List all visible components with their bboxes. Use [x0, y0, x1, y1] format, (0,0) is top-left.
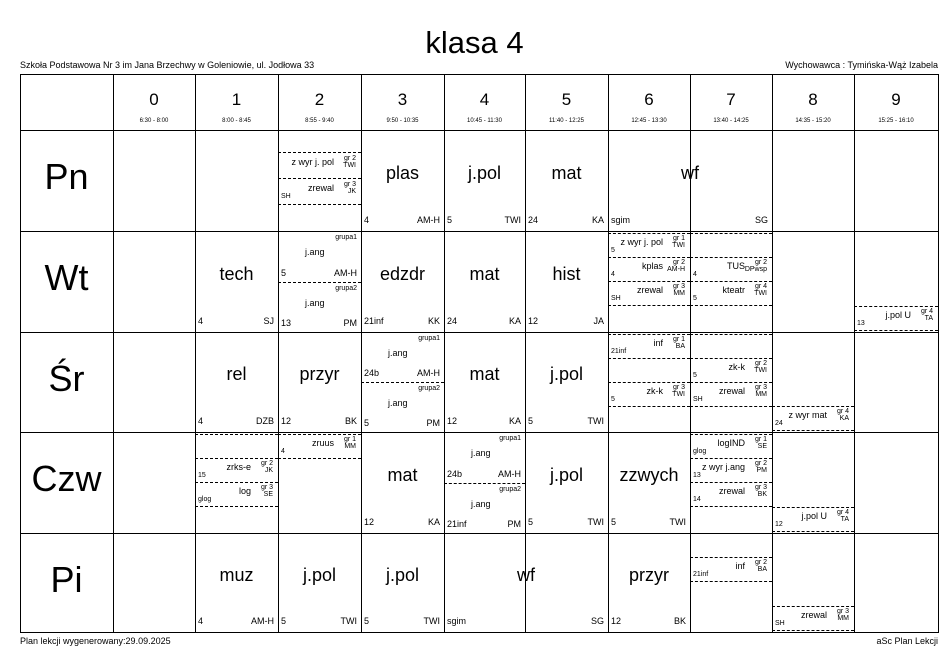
room-label: 4 — [693, 271, 697, 278]
room-label: 13 — [857, 320, 865, 327]
grid-line-vertical — [361, 74, 362, 633]
teacher-label: TWI — [672, 242, 685, 249]
subject-label: zruus — [311, 438, 334, 448]
part-divider — [690, 581, 772, 582]
subject-label: inf — [735, 561, 745, 571]
subject-label: zk-k — [728, 362, 745, 372]
group-label: gr 3 — [836, 608, 849, 615]
lesson-part — [609, 382, 689, 406]
lesson-subject: j.pol — [302, 564, 337, 585]
group-name: grupa1 — [418, 335, 440, 342]
grid-line-vertical — [854, 74, 855, 633]
lesson-room: 21inf — [447, 519, 467, 529]
lesson-teacher: TWI — [669, 517, 686, 527]
group-name: grupa2 — [418, 385, 440, 392]
subject-label: log — [238, 486, 251, 496]
subject-label: zk-k — [646, 386, 663, 396]
lesson-subject: j.ang — [305, 297, 325, 308]
group-label: gr 2 — [754, 360, 767, 367]
room-label: 4 — [281, 448, 285, 455]
subject-label: zrewal — [636, 285, 663, 295]
teacher-label: TWI — [754, 367, 767, 374]
lesson-teacher: AM-H — [498, 468, 521, 479]
part-divider — [195, 506, 278, 507]
grid-line-horizontal — [20, 432, 939, 433]
lesson-part — [691, 334, 771, 358]
lesson-teacher: BK — [344, 416, 357, 426]
grid-line-vertical — [525, 74, 526, 633]
room-label: SH — [611, 295, 621, 302]
period-number: 4 — [479, 90, 490, 109]
group-label: gr 3 — [754, 384, 767, 391]
lesson-subject: wf — [681, 162, 699, 183]
lesson-room: 5 — [528, 517, 534, 527]
subject-label: kplas — [641, 261, 663, 271]
teacher-label: TWI — [754, 290, 767, 297]
group-label: gr 2 — [343, 155, 356, 162]
day-label: Czw — [31, 458, 102, 499]
lesson-room: 12 — [364, 517, 375, 527]
lesson-subject: j.pol — [549, 464, 584, 485]
teacher-label: SE — [757, 443, 767, 450]
grid-line-vertical — [195, 74, 196, 633]
group-label: gr 1 — [754, 436, 767, 443]
lesson-room: 4 — [198, 316, 204, 326]
part-divider — [278, 204, 361, 205]
lesson-part — [773, 406, 853, 430]
subject-label: zrks-e — [226, 462, 251, 472]
group-name: grupa1 — [335, 234, 357, 241]
grid-line-vertical — [938, 74, 939, 633]
lesson-subject: hist — [552, 263, 581, 284]
subject-label: zrewal — [307, 183, 334, 193]
period-time: 13:40 - 14:25 — [713, 118, 749, 124]
room-label: 5 — [693, 295, 697, 302]
part-divider — [772, 531, 854, 532]
room-label: 24 — [775, 420, 783, 427]
grid-line-horizontal — [20, 533, 939, 534]
lesson-room: 5 — [364, 616, 370, 626]
grid-line-horizontal — [20, 632, 939, 633]
lesson-part — [691, 482, 771, 506]
lesson-subject: wf — [517, 564, 535, 585]
group-label: gr 2 — [754, 259, 767, 266]
subject-label: zrewal — [800, 610, 827, 620]
lesson-subject: edzdr — [379, 263, 426, 284]
lesson-subject: j.pol — [549, 364, 584, 384]
lesson-teacher: AM-H — [417, 368, 440, 378]
room-label: 12 — [775, 521, 783, 528]
lesson-room: 5 — [281, 267, 287, 278]
lesson-subject: j.pol — [385, 564, 420, 585]
subject-label: j.pol U — [801, 511, 827, 521]
period-time: 8:55 - 9:40 — [305, 118, 334, 124]
lesson-room: 13 — [281, 318, 292, 328]
room-label: 15 — [198, 472, 206, 479]
lesson-teacher: SG — [754, 215, 768, 225]
group-label: gr 1 — [672, 235, 685, 242]
lesson-teacher: KA — [508, 416, 521, 426]
lesson-room: sgim — [611, 215, 631, 225]
lesson-part — [609, 334, 689, 358]
lesson-part — [691, 557, 771, 581]
group-divider — [444, 483, 525, 484]
lesson-room: 5 — [447, 215, 453, 225]
lesson-subject: mat — [469, 263, 500, 284]
lesson-subject: j.ang — [471, 448, 491, 458]
subject-label: z wyr j.ang — [701, 462, 745, 472]
room-label: 21inf — [611, 348, 627, 355]
day-label: Pn — [44, 156, 89, 197]
lesson-subject: przyr — [299, 364, 340, 384]
lesson-teacher: AM-H — [251, 616, 274, 626]
lesson-part — [196, 482, 277, 506]
part-divider — [690, 305, 772, 306]
room-label: 14 — [693, 496, 701, 503]
subject-label: logIND — [717, 438, 745, 448]
group-label: gr 1 — [672, 336, 685, 343]
part-divider — [690, 506, 772, 507]
lesson-part — [279, 152, 360, 178]
group-label: gr 3 — [672, 283, 685, 290]
group-divider — [361, 382, 444, 383]
timetable-grid — [20, 74, 939, 633]
lesson-part — [609, 281, 689, 305]
lesson-room: 4 — [198, 616, 204, 626]
day-label: Śr — [48, 358, 85, 399]
part-divider — [772, 430, 854, 431]
room-label: 21inf — [693, 571, 709, 578]
lesson-part — [279, 434, 360, 458]
period-number: 6 — [644, 90, 654, 109]
group-label: gr 3 — [672, 384, 685, 391]
lesson-subject: mat — [387, 464, 418, 485]
group-name: grupa1 — [499, 435, 521, 442]
lesson-teacher: KA — [591, 215, 604, 225]
teacher-label: DPwsp — [744, 266, 767, 273]
page-title: klasa 4 — [425, 25, 524, 60]
lesson-teacher: TWI — [587, 517, 604, 527]
period-time: 10:45 - 11:30 — [467, 118, 502, 124]
teacher-label: TWI — [672, 391, 685, 398]
group-divider — [278, 282, 361, 283]
period-number: 8 — [808, 90, 818, 109]
teacher-label: JK — [264, 467, 273, 474]
lesson-teacher: KK — [427, 316, 440, 326]
class-tutor: Wychowawca : Tymińska-Wąż Izabela — [785, 60, 938, 70]
teacher-label: TWI — [343, 162, 356, 169]
generator-credit: aSc Plan Lekcji — [876, 636, 938, 646]
lesson-subject: j.ang — [388, 348, 408, 358]
lesson-subject: j.ang — [471, 498, 491, 509]
part-divider — [854, 330, 938, 331]
lesson-room: 4 — [198, 416, 204, 426]
lesson-room: 12 — [528, 316, 539, 326]
part-divider — [690, 406, 772, 407]
lesson-part — [691, 257, 771, 281]
subject-label: inf — [653, 338, 663, 348]
day-label: Pi — [50, 559, 83, 600]
subject-label: kteatr — [722, 285, 745, 295]
lesson-part — [609, 257, 689, 281]
lesson-subject: j.ang — [305, 247, 325, 257]
subject-label: j.pol U — [885, 310, 911, 320]
group-label: gr 4 — [920, 308, 933, 315]
lesson-room: 24 — [447, 316, 458, 326]
lesson-room: 5 — [528, 416, 534, 426]
teacher-label: AM-H — [667, 266, 685, 273]
lesson-teacher: SJ — [263, 316, 274, 326]
period-time: 6:30 - 8:00 — [139, 118, 169, 124]
lesson-part — [691, 458, 771, 482]
group-label: gr 2 — [260, 460, 273, 467]
lesson-room: 4 — [364, 215, 370, 225]
room-label: 4 — [611, 271, 615, 278]
lesson-teacher: DZB — [256, 416, 274, 426]
teacher-label: JK — [347, 188, 356, 195]
grid-line-horizontal — [20, 74, 939, 75]
teacher-label: BK — [757, 491, 767, 498]
room-label: SH — [281, 193, 291, 200]
period-time: 12:45 - 13:30 — [631, 118, 667, 124]
room-label: 5 — [693, 372, 697, 379]
period-number: 1 — [231, 90, 242, 109]
subject-label: z wyr j. pol — [291, 157, 334, 167]
lesson-room: 12 — [611, 616, 622, 626]
subject-label: z wyr mat — [788, 410, 827, 420]
room-label: SH — [775, 620, 785, 627]
teacher-label: KA — [839, 415, 849, 422]
subject-label: zrewal — [718, 486, 745, 496]
group-label: gr 3 — [260, 484, 273, 491]
lesson-teacher: TWI — [504, 215, 521, 225]
lesson-subject: j.pol — [467, 162, 502, 183]
lesson-room: 12 — [281, 416, 292, 426]
lesson-part — [773, 606, 853, 630]
lesson-part — [609, 233, 689, 257]
lesson-teacher: SG — [590, 616, 604, 626]
group-label: gr 1 — [343, 436, 356, 443]
period-time: 15:25 - 16:10 — [878, 118, 914, 124]
grid-line-vertical — [113, 74, 114, 633]
lesson-part — [691, 358, 771, 382]
period-number: 3 — [397, 90, 408, 109]
grid-line-horizontal — [20, 130, 939, 131]
part-divider — [772, 630, 854, 631]
lesson-part — [196, 434, 277, 458]
lesson-teacher: JA — [593, 316, 604, 326]
subject-label: zrewal — [718, 386, 745, 396]
lesson-room: 24b — [364, 368, 380, 378]
lesson-subject: muz — [219, 564, 254, 585]
lesson-part — [196, 458, 277, 482]
teacher-label: BA — [675, 343, 685, 350]
lesson-room: 5 — [611, 517, 617, 527]
lesson-subject: mat — [551, 162, 582, 183]
group-label: gr 4 — [836, 408, 849, 415]
teacher-label: MM — [837, 615, 849, 622]
lesson-teacher: TWI — [423, 616, 440, 626]
grid-line-vertical — [444, 74, 445, 633]
lesson-teacher: PM — [343, 318, 357, 328]
lesson-room: 21inf — [364, 316, 384, 326]
grid-line-horizontal — [20, 231, 939, 232]
lesson-teacher: TWI — [340, 616, 357, 626]
lesson-part — [691, 281, 771, 305]
lesson-part — [691, 382, 771, 406]
lesson-subject: przyr — [629, 564, 669, 585]
lesson-part — [609, 358, 689, 382]
period-number: 9 — [891, 90, 901, 109]
generated-date: Plan lekcji wygenerowany:29.09.2025 — [20, 636, 171, 646]
subject-label: TUS — [727, 261, 745, 271]
period-number: 7 — [726, 90, 736, 109]
part-divider — [608, 406, 690, 407]
group-name: grupa2 — [499, 485, 521, 493]
lesson-room: sgim — [447, 616, 467, 626]
lesson-room: 24 — [528, 215, 539, 225]
lesson-teacher: KA — [508, 316, 521, 326]
lesson-teacher: PM — [426, 418, 440, 428]
lesson-teacher: AM-H — [417, 215, 440, 225]
period-time: 14:35 - 15:20 — [795, 118, 831, 124]
lesson-subject: tech — [219, 263, 254, 284]
lesson-teacher: TWI — [587, 416, 604, 426]
room-label: 5 — [611, 247, 615, 254]
group-label: gr 2 — [754, 559, 767, 566]
lesson-teacher: BK — [673, 616, 686, 626]
lesson-teacher: KA — [427, 517, 440, 527]
school-name: Szkoła Podstawowa Nr 3 im Jana Brzechwy w Goleniowie, ul. Jodłowa 33 — [20, 60, 315, 70]
teacher-label: BA — [757, 566, 767, 573]
lesson-subject: rel — [226, 364, 247, 384]
lesson-subject: zzwych — [619, 464, 679, 485]
lesson-room: 5 — [364, 418, 370, 428]
room-label: glog — [693, 448, 707, 455]
period-time: 8:00 - 8:45 — [222, 118, 251, 124]
room-label: glog — [198, 496, 212, 503]
group-label: gr 2 — [672, 259, 685, 266]
teacher-label: TA — [840, 516, 849, 523]
lesson-part — [279, 178, 360, 204]
group-label: gr 3 — [754, 484, 767, 491]
part-divider — [278, 458, 361, 459]
period-time: 9:50 - 10:35 — [386, 118, 419, 124]
lesson-subject: plas — [385, 162, 420, 183]
group-label: gr 4 — [836, 509, 849, 516]
period-number: 5 — [561, 90, 572, 109]
room-label: 5 — [611, 396, 615, 403]
teacher-label: MM — [755, 391, 767, 398]
room-label: SH — [693, 396, 703, 403]
lesson-part — [773, 507, 853, 531]
part-divider — [608, 305, 690, 306]
group-label: gr 3 — [343, 181, 356, 188]
lesson-part — [691, 434, 771, 458]
group-label: gr 2 — [754, 460, 767, 467]
room-label: 13 — [693, 472, 701, 479]
lesson-teacher: PM — [507, 519, 521, 529]
teacher-label: MM — [673, 290, 685, 297]
lesson-room: 12 — [447, 416, 458, 426]
lesson-subject: mat — [469, 364, 500, 384]
teacher-label: TA — [924, 315, 933, 322]
lesson-subject: j.ang — [388, 398, 408, 408]
day-label: Wt — [44, 257, 89, 298]
period-time: 11:40 - 12:25 — [549, 118, 584, 124]
lesson-teacher: AM-H — [334, 267, 357, 278]
lesson-room: 24b — [447, 468, 463, 479]
teacher-label: PM — [756, 467, 767, 474]
group-name: grupa2 — [335, 284, 357, 292]
grid-line-vertical — [772, 74, 773, 633]
grid-line-horizontal — [20, 332, 939, 333]
group-label: gr 4 — [754, 283, 767, 290]
lesson-room: 5 — [281, 616, 287, 626]
teacher-label: SE — [263, 491, 273, 498]
subject-label: z wyr j. pol — [620, 237, 663, 247]
teacher-label: MM — [344, 443, 356, 450]
period-number: 0 — [149, 90, 159, 109]
period-number: 2 — [314, 90, 325, 109]
lesson-part — [855, 306, 937, 330]
lesson-part — [691, 233, 771, 257]
